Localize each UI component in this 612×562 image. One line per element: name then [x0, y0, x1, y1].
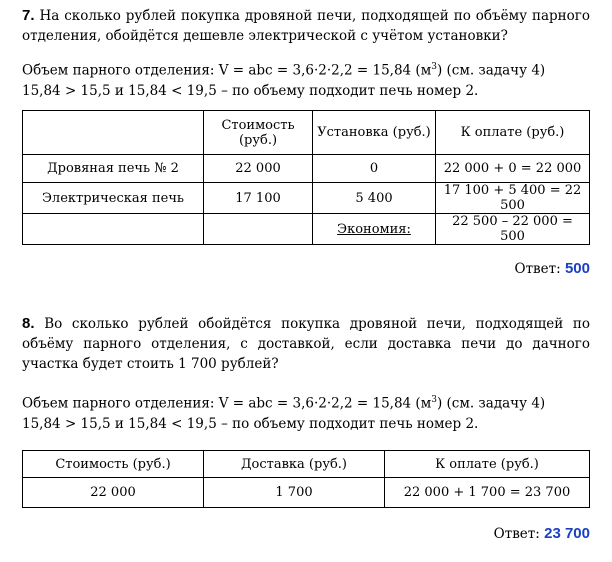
answer-7	[515, 260, 590, 277]
answer-value: 500	[564, 260, 590, 277]
formula-sup: 3	[431, 395, 437, 405]
header-cell: К оплате (руб.)	[436, 111, 590, 155]
header-cell: К оплате (руб.)	[385, 451, 590, 478]
formula-tail: ) (см. задачу 4)	[436, 62, 546, 79]
table-row	[23, 478, 590, 508]
table-cell: Дровяная печь № 2	[23, 155, 204, 183]
table-cell: 0	[313, 155, 436, 183]
question-7-text	[22, 6, 590, 46]
table-cell	[204, 214, 313, 245]
table-cell: 22 000 + 0 = 22 000	[436, 155, 590, 183]
table-q8	[22, 450, 590, 508]
answer-label: Ответ:	[493, 526, 540, 542]
table-cell: Электрическая печь	[23, 183, 204, 214]
table-cell: 17 100	[204, 183, 313, 214]
question-number: 8.	[22, 315, 35, 332]
table-cell: 22 000	[204, 155, 313, 183]
compare-line: 15,84 > 15,5 и 15,84 < 19,5 – по объему подходит печь номер 2.	[22, 415, 479, 432]
table-row	[23, 214, 590, 245]
table-cell: 1 700	[204, 478, 385, 508]
question-7	[22, 6, 590, 46]
question-8	[22, 314, 590, 374]
answer-8	[494, 525, 590, 542]
answer-label: Ответ:	[514, 261, 561, 277]
question-body: Во сколько рублей обойдётся покупка дровяной печи, подходящей по объёму парного отделения, с доставкой, если доставка печи до дачного участка будет стоить 1 700 рублей?	[22, 316, 590, 372]
header-cell: Доставка (руб.)	[204, 451, 385, 478]
table-q7	[22, 110, 590, 245]
table-cell: 22 000 + 1 700 = 23 700	[385, 478, 590, 508]
question-number: 7.	[22, 7, 35, 24]
solution-8	[22, 390, 590, 434]
volume-line	[22, 57, 590, 81]
formula: V = abc = 3,6·2·2,2 = 15,84 (м	[218, 395, 432, 412]
table-cell: 22 000	[23, 478, 204, 508]
calc-prefix: Объем парного отделения:	[22, 62, 215, 79]
header-cell	[23, 111, 204, 155]
table-cell: 22 500 – 22 000 = 500	[436, 214, 590, 245]
solution-7	[22, 57, 590, 101]
compare-line: 15,84 > 15,5 и 15,84 < 19,5 – по объему подходит печь номер 2.	[22, 82, 479, 99]
table-row	[23, 155, 590, 183]
formula-tail: ) (см. задачу 4)	[436, 395, 546, 412]
table-header-row	[23, 111, 590, 155]
table-cell: 5 400	[313, 183, 436, 214]
table-cell	[23, 214, 204, 245]
question-body: На сколько рублей покупка дровяной печи, подходящей по объёму парного отделения, обойдётся дешевле электрической с учётом установки?	[22, 8, 591, 44]
answer-value: 23 700	[544, 525, 590, 542]
question-8-text	[22, 314, 590, 374]
formula-sup: 3	[431, 62, 437, 72]
header-cell: Установка (руб.)	[313, 111, 436, 155]
table-row	[23, 183, 590, 214]
table-cell: 17 100 + 5 400 = 22 500	[436, 183, 590, 214]
calc-prefix: Объем парного отделения:	[22, 395, 215, 412]
header-cell: Стоимость (руб.)	[23, 451, 204, 478]
formula: V = abc = 3,6·2·2,2 = 15,84 (м	[218, 62, 432, 79]
table-header-row	[23, 451, 590, 478]
savings-label: Экономия:	[313, 214, 436, 245]
volume-line	[22, 390, 590, 414]
header-cell: Стоимость (руб.)	[204, 111, 313, 155]
